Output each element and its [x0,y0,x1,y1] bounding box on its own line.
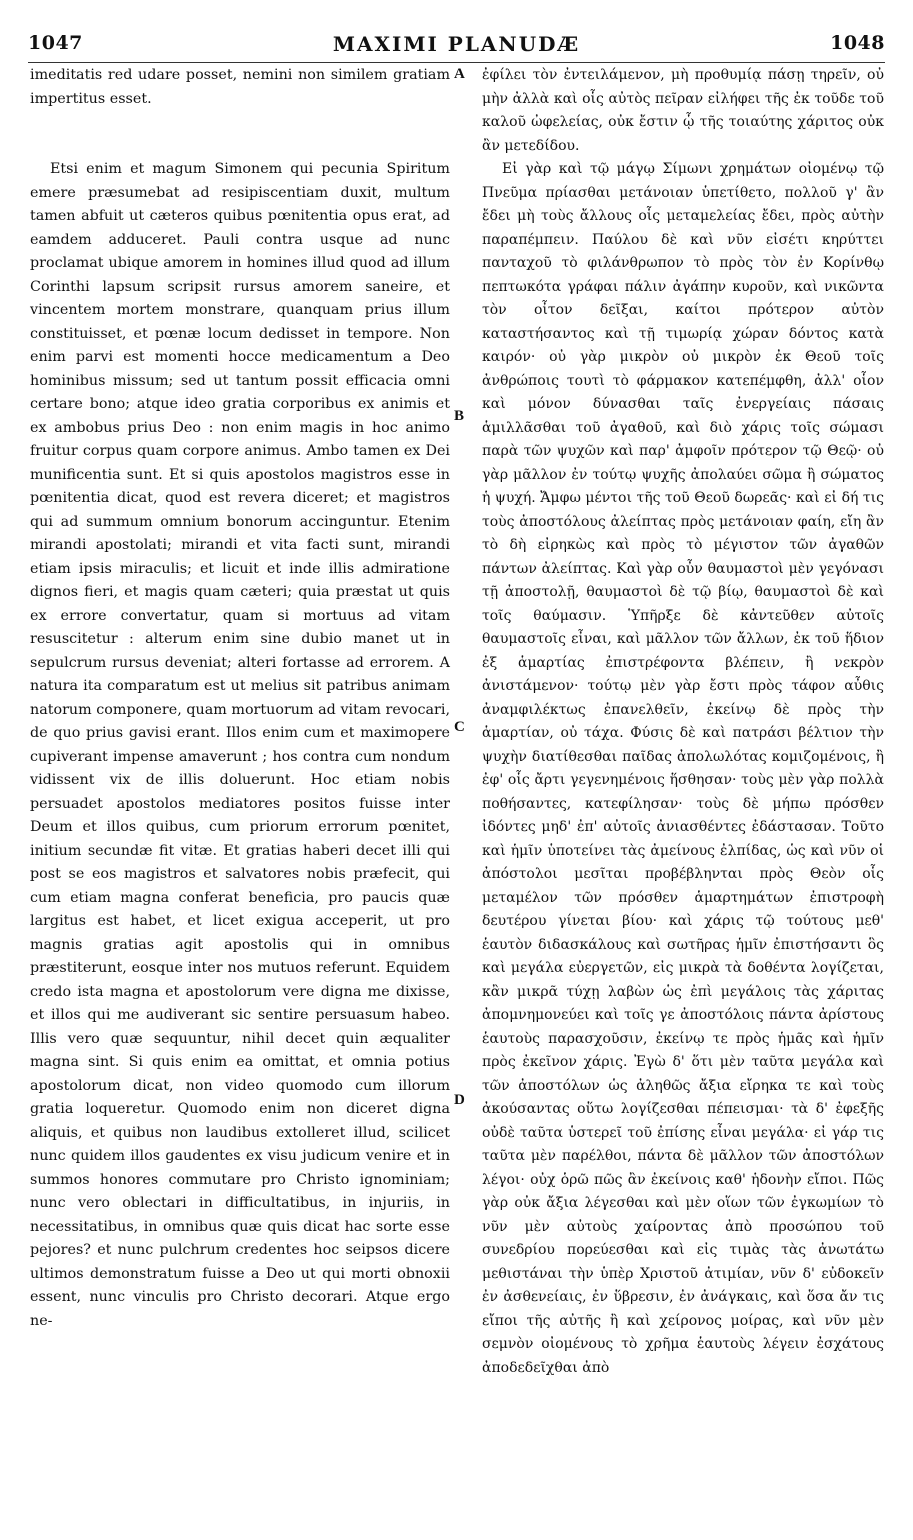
greek-paragraph-1: ἐφίλει τὸν ἐντειλάμενον, μὴ προθυμίᾳ πάσῃ τηρεῖν, οὐ μὴν ἀλλὰ καὶ οἷς αὐτὸς πεῖραν εἰλήφει τῆς ἐκ τοῦδε τοῦ καλοῦ ὠφελείας, οὐκ ἔστιν ᾧ τῆς τοιαύτης χάριτος οὐκ ἂν μετεδίδου. [482,67,884,154]
latin-column [30,64,450,1333]
greek-column [482,64,884,1380]
page-number-right: 1048 [830,32,885,54]
section-marker-b: B [454,408,465,424]
section-marker-a: A [454,66,465,82]
running-title: MAXIMI PLANUDÆ [332,32,581,56]
section-marker-d: D [454,1092,465,1108]
latin-paragraph-2: Etsi enim et magum Simonem qui pecunia Spiritum emere præsumebat ad resipiscentiam duxit, multum tamen abfuit ut cæteros quibus pœnitentia opus erat, ad eamdem adduceret. Pauli contra usque ad nunc proclamat ubique amorem in homines illud quod ad illum Corinthi lapsum scripsit rursus amorem saneire, et vincentem mortem monstrare, quanquam prius illum constituisset, et pœnæ locum dedisset in tempore. Non enim parvi est momenti hocce medicamentum a Deo hominibus missum; sed ut tantum possit efficacia omni certare bono; atque ideo gratia corporibus ex animis et ex ambobus prius Deo : non enim magis in hoc animo fruitur corpus quam corpore animus. Ambo tamen ex Dei munificentia sunt. Et si quis apostolos magistros esse in pœnitentia dicat, quod est revera diceret; et magistros qui ad summum omnium bonorum accinguntur. Etenim mirandi apostolati; mirandi et vita facti sunt, mirandi etiam ipsis miraculis; et licuit et inde illis admiratione dignos fieri, et magis quam cæteri; quia præstat ut quis ex errore convertatur, quam si mortuus ad vitam resuscitetur : alterum enim sine dubio manet ut in sepulcrum rursus deveniat; alteri fortasse ad errorem. A natura ita comparatum est ut melius sit patribus animam natorum componere, quam mortuorum ad vitam revocari, de quo prius gavisi erant. Illos enim cum et maximopere cupiverant impense amaverunt ; hos contra cum nondum vidissent vix de illis doluerunt. Hoc etiam nobis persuadet apostolos mediatores positos fuisse inter Deum et illos quibus, cum priorum errorum pœnitet, initium secundæ fit vitæ. Et gratias haberi decet illi qui post se eos magistros et salvatores nobis præfecit, qui cum etiam magna conferat beneficia, pro paucis quæ largitus est habet, et licet exigua acceperit, ut pro magnis gratias agit apostolis qui in omnibus præstiterunt, eosque inter nos mutuos referunt. Equidem credo ista magna et apostolorum vere digna me dixisse, et illos qui me audiverant sic sentire persuasum habeo. Illis vero quæ sequuntur, nihil decet quin æqualiter magna sint. Si quis enim ea omittat, et omnia potius apostolorum dicat, non video quomodo cum illorum gratia loqueretur. Quomodo enim non diceret digna aliquis, et quibus non laudibus extolleret illud, scilicet nunc quidem illos gaudentes ex visu judicum venire et in summos honores commutare pro Christo ignominiam; nunc vero oblectari in difficultatibus, in injuriis, in necessitatibus, in omnibus quæ quis dicat hac sorte esse pejores? et nunc pulchrum credentes hoc seipsos dicere ultimos demonstratum fuisse a Deo ut qui morti obnoxii essent, nunc vinculis pro Christo decorari. Atque ergo ne- [30,161,450,1329]
page-header [28,30,885,63]
latin-paragraph-1: imeditatis red udare posset, nemini non similem gratiam impertitus esset. [30,67,450,107]
greek-paragraph-2: Εἰ γὰρ καὶ τῷ μάγῳ Σίμωνι χρημάτων οἰομένῳ τῷ Πνεῦμα πρίασθαι μετάνοιαν ὑπετίθετο, πολλοῦ γ' ἂν ἔδει μὴ τοὺς ἄλλους οἷς μεταμελείας ἔδει, πρὸς αὐτὴν παραπέμπειν. Παύλου δὲ καὶ νῦν εἰσέτι κηρύττει πανταχοῦ τὸ φιλάνθρωπον τὸ πρὸς τὸν ἐν Κορίνθῳ πεπτωκότα γράφαι πάλιν ἀγάπην κυροῦν, καὶ νικῶντα τὸν οἶτον δεῖξαι, καίτοι πρότερον αὐτὸν καταστήσαντος καὶ τῇ τιμωρίᾳ χώραν δόντος κατὰ καιρόν· οὐ γὰρ μικρὸν οὐ μικρὸν ἐκ Θεοῦ τοῖς ἀνθρώποις τουτὶ τὸ φάρμακον κατεπέμφθη, ἀλλ' οἷον καὶ μόνον δύνασθαι ταῖς ἐνεργείαις πάσαις ἁμιλλᾶσθαι τοῦ ἀγαθοῦ, καὶ διὸ χάρις τοῖς σώμασι παρὰ τῶν ψυχῶν καὶ παρ' ἀμφοῖν πρότερον τῷ Θεῷ· οὐ γὰρ μᾶλλον ἐν τούτῳ ψυχῆς ἀπολαύει σῶμα ἢ σώματος ἡ ψυχή. Ἄμφω μέντοι τῆς τοῦ Θεοῦ δωρεᾶς· καὶ εἰ δή τις τοὺς ἀποστόλους ἀλείπτας πρὸς μετάνοιαν φαίη, εἴη ἂν τὸ δὴ εἰρηκὼς καὶ πρὸς τὸ μέγιστον τῶν ἀγαθῶν πάντων ἀλείπτας. Καὶ γὰρ οὖν θαυμαστοὶ μὲν γεγόνασι τῇ ἀποστολῇ, θαυμαστοὶ δὲ τῷ βίῳ, θαυμαστοὶ δὲ καὶ τοῖς θαύμασιν. Ὑπῆρξε δὲ κἀντεῦθεν αὐτοῖς θαυμαστοῖς εἶναι, καὶ μᾶλλον τῶν ἄλλων, ἐκ τοῦ ἥδιον ἐξ ἁμαρτίας ἐπιστρέφοντα βλέπειν, ἢ νεκρὸν ἀνιστάμενον· τούτῳ μὲν γὰρ ἔστι πρὸς τάφον αὖθις ἀναμφιλέκτως ἐπανελθεῖν, ἐκείνῳ δὲ πρὸς τὴν ἁμαρτίαν, οὐ τάχα. Φύσις δὲ καὶ πατράσι βέλτιον τὴν ψυχὴν διατίθεσθαι παῖδας ἀπολωλότας κομιζομένοις, ἢ ἐφ' οἷς ἄρτι γεγενημένοις ἥσθησαν· τοὺς μὲν γὰρ πολλὰ ποθήσαντες, κατεφίλησαν· τοὺς δὲ μήπω πρόσθεν ἰδόντες μηδ' ἐπ' αὐτοῖς ἀνιασθέντες ἐδάστασαν. Τοῦτο καὶ ἡμῖν ὑποτείνει τὰς ἀμείνους ἐλπίδας, ὡς καὶ νῦν οἱ ἀπόστολοι μεσῖται προβέβληνται πρὸς Θεὸν οἷς μεταμέλον τῶν πρόσθεν ἁμαρτημάτων ἐπιστροφὴ δευτέρου γίνεται βίου· καὶ χάρις τῷ τούτους μεθ' ἑαυτὸν διδασκάλους καὶ σωτῆρας ἡμῖν ἐπιστήσαντι ὃς καὶ μεγάλα εὐεργετῶν, εἰς μικρὰ τὰ δοθέντα λογίζεται, κἂν μικρᾶ τύχῃ λαβὼν ὡς ἐπὶ μεγάλοις τὰς χάριτας ἀπομνημονεύει καὶ τοῖς γε ἀποστόλοις πάντα ἀρίστους ἑαυτοὺς παρασχοῦσιν, ἐκείνῳ τε πρὸς ἡμᾶς καὶ ἡμῖν πρὸς ἐκεῖνον χάρις. Ἐγὼ δ' ὅτι μὲν ταῦτα μεγάλα καὶ τῶν ἀποστόλων ὡς ἀληθῶς ἄξια εἴρηκα τε καὶ τοὺς ἀκούσαντας οὕτω λογίζεσθαι πέπεισμαι· τὰ δ' ἐφεξῆς οὐδὲ ταῦτα ὑστερεῖ τοῦ ἐπίσης εἶναι μεγάλα· εἰ γάρ τις ταῦτα μὲν παρέλθοι, πάντα δὲ μᾶλλον τῶν ἀποστόλων λέγοι· οὐχ ὁρῶ πῶς ἂν ἐκείνοις καθ' ἡδονὴν εἴποι. Πῶς γὰρ οὐκ ἄξια λέγεσθαι καὶ μὲν οἵων τῶν ἐγκωμίων τὸ νῦν μὲν αὐτοὺς χαίροντας ἀπὸ προσώπου τοῦ συνεδρίου πορεύεσθαι καὶ εἰς τιμὰς τὰς ἀνωτάτω μεθιστάναι τὴν ὑπὲρ Χριστοῦ ἀτιμίαν, νῦν δ' εὐδοκεῖν ἐν ἀσθενείαις, ἐν ὕβρεσιν, ἐν ἀνάγκαις, καὶ ὅσα ἄν τις εἴποι τῆς αὐτῆς ἢ καὶ χείρονος μοίρας, καὶ νῦν μὲν σεμνὸν οἰομένους τὸ χρῆμα ἑαυτοὺς λέγειν ἐσχάτους ἀποδεδεῖχθαι ἀπὸ [482,161,884,1376]
paragraph-gap [30,111,450,158]
section-marker-c: C [454,719,465,735]
page-number-left: 1047 [28,32,83,54]
